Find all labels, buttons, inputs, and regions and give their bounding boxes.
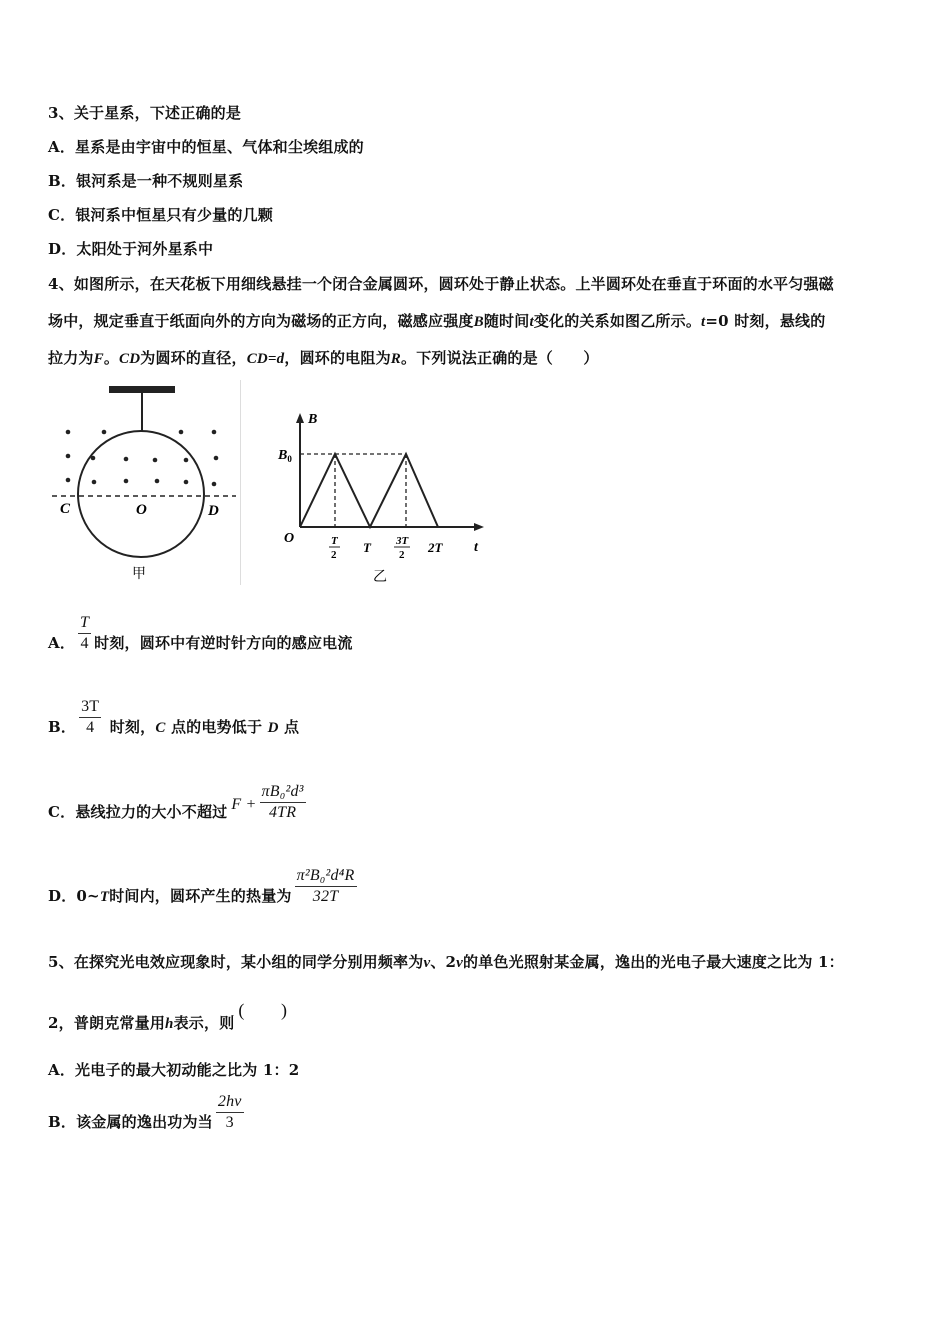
label-t: t bbox=[474, 540, 478, 555]
q5-stem-line1: 5、在探究光电效应现象时，某小组的同学分别用频率为v、2v的单色光照射某金属，逸出的光电子最大速度之比为 1： bbox=[48, 953, 844, 971]
tick-t-half-den: 2 bbox=[331, 549, 337, 561]
b-waveform bbox=[300, 454, 438, 527]
fraction-t-over-4: $\frac{T}{4}$ bbox=[80, 614, 90, 652]
q3-option-b: B．银河系是一种不规则星系 bbox=[48, 172, 244, 190]
q3-option-c: C．银河系中恒星只有少量的几颗 bbox=[48, 206, 273, 224]
tick-t-half-num: T bbox=[331, 535, 338, 547]
fraction-heat: $\frac{\text{π²B₀²d⁴R}}{32T}$ bbox=[296, 867, 355, 905]
fraction-force-limit: $\frac{\text{πB₀²d³}}{4TR}$ bbox=[261, 783, 304, 821]
label-origin: O bbox=[284, 531, 295, 546]
label-b0: $B_0$ bbox=[278, 448, 292, 464]
label-o: O bbox=[136, 502, 147, 518]
fraction-work-function: $\frac{2h\nu}{3}$ bbox=[217, 1093, 242, 1131]
q4-stem-line1: 4、如图所示，在天花板下用细线悬挂一个闭合金属圆环，圆环处于静止状态。上半圆环处在垂直于环面的水平匀强磁 bbox=[48, 275, 834, 293]
q4-option-b: B． $\frac{3T}{4}$ 时刻，C 点的电势低于 D 点 bbox=[48, 698, 300, 736]
q4-option-a: A． $\frac{T}{4}$ 时刻，圆环中有逆时针方向的感应电流 bbox=[48, 614, 353, 652]
label-c: C bbox=[60, 501, 71, 517]
ceiling bbox=[109, 386, 175, 393]
q5-stem-line2: 2，普朗克常量用h表示，则( ) bbox=[48, 1000, 288, 1032]
figure-yi bbox=[278, 405, 498, 590]
metal-ring bbox=[78, 431, 204, 557]
caption-jia: 甲 bbox=[132, 566, 146, 582]
tick-3t-half-den: 2 bbox=[399, 549, 405, 561]
q3-stem: 3、关于星系，下述正确的是 bbox=[48, 104, 242, 122]
fraction-3t-over-4: $\frac{3T}{4}$ bbox=[81, 698, 100, 736]
tick-2t: 2T bbox=[428, 540, 443, 555]
q5-option-b: B．该金属的逸出功为当 $\frac{2h\nu}{3}$ bbox=[48, 1093, 242, 1131]
q4-option-d: D．0~T时间内，圆环产生的热量为 $\frac{\text{π²B₀²d⁴R}}{32T}$ bbox=[48, 867, 355, 905]
tick-3t-half-num: 3T bbox=[396, 535, 409, 547]
caption-yi: 乙 bbox=[373, 569, 387, 585]
label-b: B bbox=[308, 412, 318, 427]
q3-option-a: A．星系是由宇宙中的恒星、气体和尘埃组成的 bbox=[48, 138, 364, 156]
q5-option-a: A．光电子的最大初动能之比为 1：2 bbox=[48, 1061, 300, 1079]
figure-divider bbox=[240, 380, 241, 585]
tick-t: T bbox=[363, 540, 371, 555]
label-d: D bbox=[208, 503, 219, 519]
figure-jia bbox=[46, 380, 246, 585]
q4-stem-line2: 场中，规定垂直于纸面向外的方向为磁场的正方向，磁感应强度B随时间t变化的关系如图乙所示。t=0 时刻，悬线的 bbox=[48, 312, 826, 330]
q4-stem-line3: 拉力为F。CD为圆环的直径，CD=d，圆环的电阻为R。下列说法正确的是（ ） bbox=[48, 349, 599, 367]
q3-option-d: D．太阳处于河外星系中 bbox=[48, 240, 214, 258]
t-axis-arrow bbox=[474, 523, 484, 531]
b-axis-arrow bbox=[296, 413, 304, 423]
q4-option-c: C．悬线拉力的大小不超过 F + $\frac{\text{πB₀²d³}}{4TR}$ bbox=[48, 783, 304, 821]
